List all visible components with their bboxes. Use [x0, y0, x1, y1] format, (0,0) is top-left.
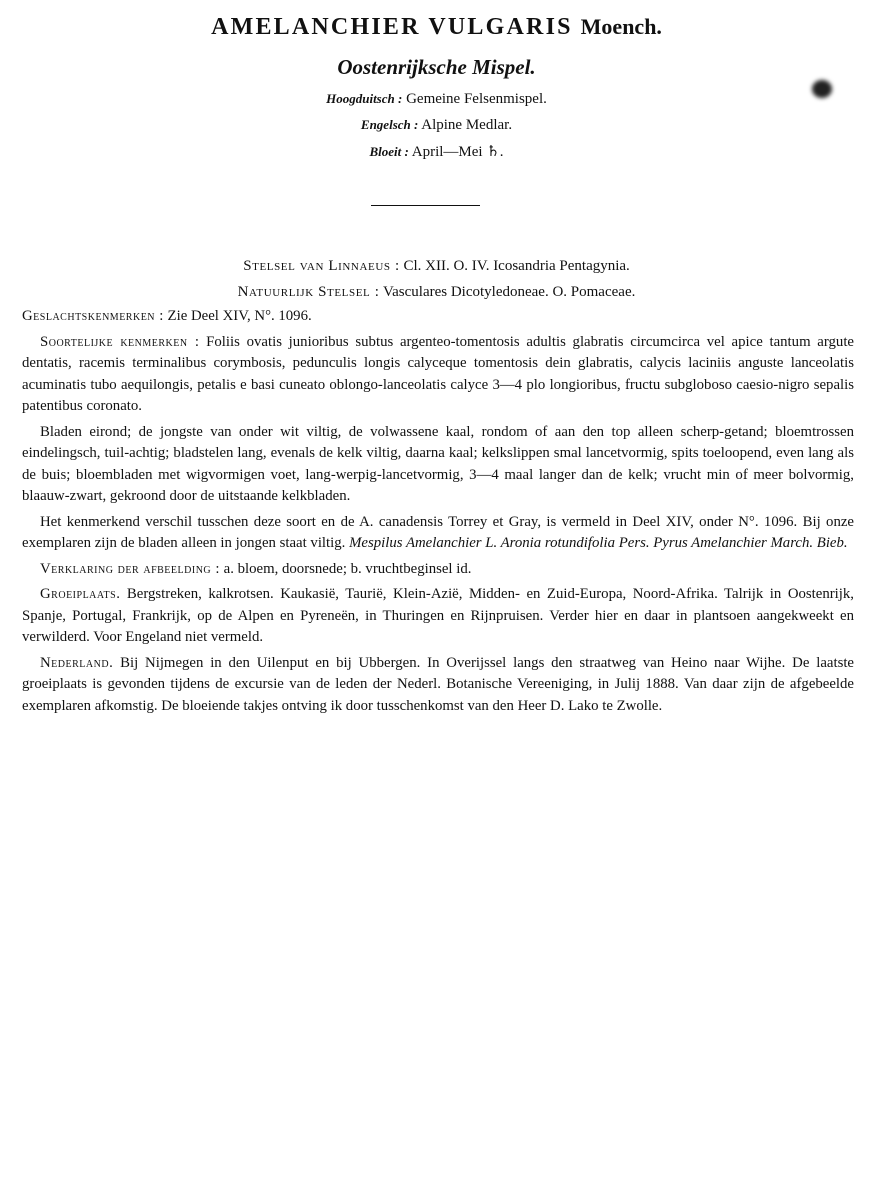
- body-text: [22, 306, 854, 721]
- species-label: Soortelijke kenmerken :: [40, 333, 200, 350]
- species-name: AMELANCHIER VULGARIS: [211, 14, 573, 40]
- species-text: Foliis ovatis junioribus subtus argenteo-tomentosis adultis glabratis circumcirca vel apice tantum argute dentatis, racemis terminalibus corymbosis, pedunculis longis calyceque tomentosis dein glabratis, calycis laciniis anguste lanceolatis acuminatis tubo aequilongis, petalis e basi cuneato oblongo-lanceolatis calyce 3—4 plo longioribus, fructu subgloboso caesio-nigro sepalis patentibus coronato.: [22, 333, 854, 414]
- netherlands-paragraph: [22, 653, 854, 718]
- genus-text: Zie Deel XIV, N°. 1096.: [167, 308, 312, 324]
- genus-label: Geslachtskenmerken :: [22, 308, 164, 324]
- divider-rule: [371, 205, 480, 206]
- natural-system-line: [0, 284, 873, 301]
- figure-paragraph: [22, 559, 854, 581]
- linnaeus-text: Cl. XII. O. IV. Icosandria Pentagynia.: [403, 258, 630, 274]
- english-name: Alpine Medlar.: [421, 117, 513, 133]
- difference-text: Het kenmerkend verschil tusschen deze soort en de A. canadensis Torrey et Gray, is vermeld in Deel XIV, onder N°. 1096. Bij onze exemplaren zijn de bladen alleen in jongen staat viltig.: [22, 513, 854, 551]
- natural-label: Natuurlijk Stelsel :: [237, 284, 380, 300]
- figure-label: Verklaring der afbeelding :: [40, 560, 220, 577]
- genus-paragraph: [22, 306, 854, 328]
- english-label: Engelsch :: [360, 117, 419, 132]
- german-name: Gemeine Felsenmispel.: [406, 91, 547, 107]
- page-title: [0, 14, 873, 41]
- dutch-name: Oostenrijksche Mispel.: [337, 55, 536, 79]
- habitat-paragraph: [22, 584, 854, 649]
- figure-text: a. bloem, doorsnede; b. vruchtbeginsel id.: [223, 560, 472, 577]
- bloom-label: Bloeit :: [369, 144, 409, 159]
- ink-blot: [812, 80, 832, 98]
- species-paragraph: [22, 332, 854, 418]
- german-label: Hoogduitsch :: [326, 91, 403, 106]
- linnaeus-label: Stelsel van Linnaeus :: [243, 258, 400, 274]
- habitat-text: Bergstreken, kalkrotsen. Kaukasië, Taurië, Klein-Azië, Midden- en Zuid-Europa, Noord-Afrika. Talrijk in Oostenrijk, Spanje, Portugal, Frankrijk, op de Alpen en Pyreneën, in Thuringen en Rijnpruisen. Verder hier en daar in plantsoen aangekweekt en verwilderd. Voor Engeland niet vermeld.: [22, 586, 854, 645]
- german-name-line: [0, 91, 873, 108]
- natural-text: Vasculares Dicotyledoneae. O. Pomaceae.: [382, 284, 636, 300]
- bloom-line: [0, 142, 873, 161]
- author-name: Moench.: [580, 14, 662, 39]
- netherlands-text: Bij Nijmegen in den Uilenput en bij Ubbergen. In Overijssel langs den straatweg van Heino naar Wijhe. De laatste groeiplaats is gevonden tijdens de excursie van de leden der Nederl. Botanische Vereeniging, in Julij 1888. Van daar zijn de afgebeelde exemplaren afkomstig. De bloeiende takjes ontving ik door tusschenkomst van den Heer D. Lako te Zwolle.: [22, 654, 855, 714]
- netherlands-label: Nederland.: [40, 654, 114, 671]
- english-name-line: [0, 117, 873, 134]
- habitat-label: Groeiplaats.: [40, 586, 121, 602]
- description-paragraph: Bladen eirond; de jongste van onder wit viltig, de volwassene kaal, rondom of aan den top alleen scherp-getand; bloemtrossen eindelingsch, tuil-achtig; bladstelen lang, evenals de kelk viltig, daarna kaal; kelkslippen smal lancetvormig, spits toeloopend, even lang als de buis; bloembladen met wigvormigen voet, lang-werpig-lancetvormig, 3—4 maal langer dan de kelk; vrucht min of meer bolvormig, blaauw-zwart, gekroond door de uitstaande kelkbladen.: [22, 423, 854, 504]
- difference-paragraph: [22, 512, 854, 555]
- bloom-value: April—Mei ♄.: [411, 144, 504, 160]
- linnaeus-system-line: [0, 258, 873, 275]
- synonyms-text: Mespilus Amelanchier L. Aronia rotundifolia Pers. Pyrus Amelanchier March. Bieb.: [349, 535, 848, 551]
